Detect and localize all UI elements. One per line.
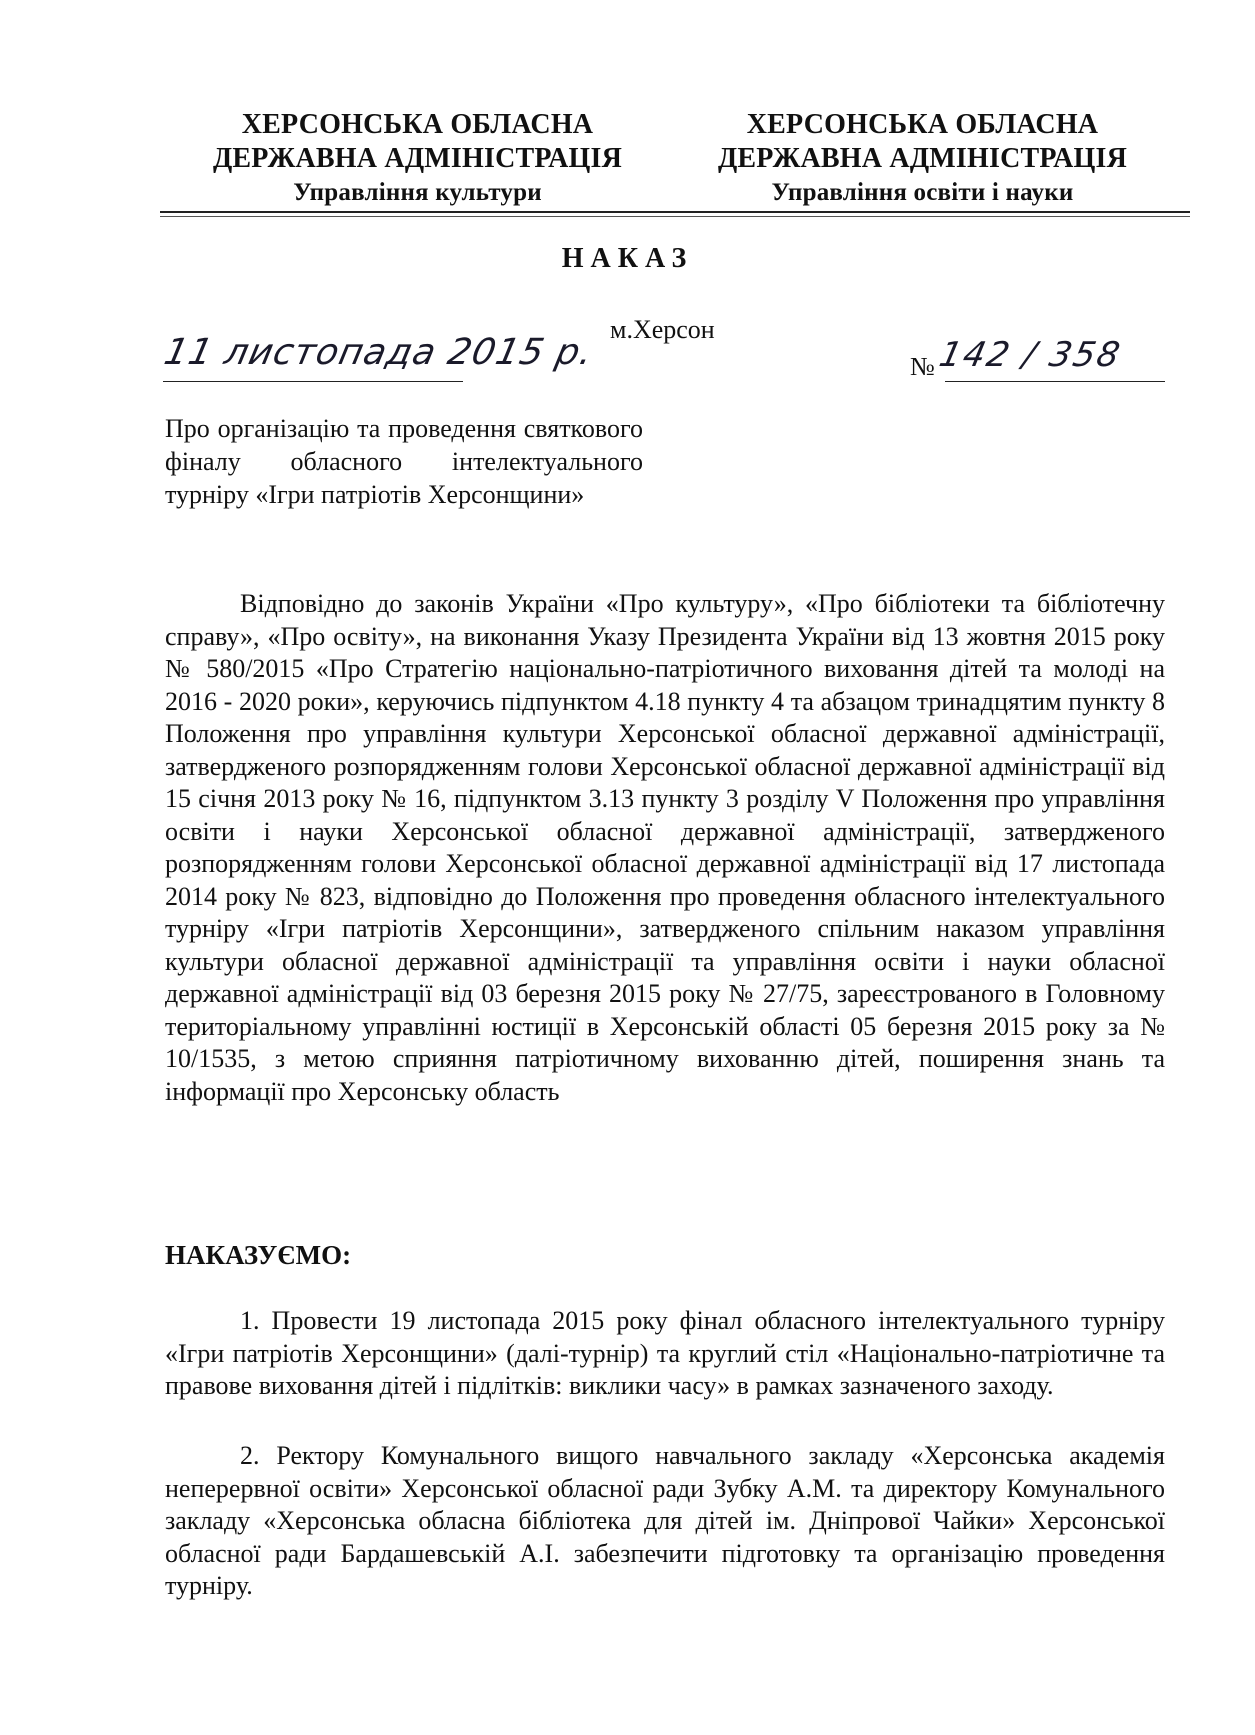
number-underline bbox=[945, 381, 1165, 382]
header-right-line1: ХЕРСОНСЬКА ОБЛАСНА bbox=[746, 109, 1099, 140]
city: м.Херсон bbox=[610, 315, 715, 344]
date-underline bbox=[163, 381, 463, 382]
order-title: НАКАЗ bbox=[561, 243, 694, 274]
date-handwritten: 11 листопада 2015 р. bbox=[160, 332, 598, 373]
header-divider bbox=[160, 211, 1190, 213]
header-left bbox=[195, 108, 640, 210]
order-item-1: 1. Провести 19 листопада 2015 року фінал обласного інтелектуального турніру «Ігри патріотів Херсонщини» (далі-турнір) та круглий стіл «Національно-патріотичне та правове виховання дітей і підлітків: виклики часу» в рамках зазначеного заходу. bbox=[165, 1306, 1165, 1400]
header-divider-thin bbox=[160, 216, 1190, 217]
order-verb: НАКАЗУЄМО: bbox=[165, 1240, 352, 1270]
number-label: № bbox=[910, 352, 935, 381]
number-handwritten: 142 / 358 bbox=[935, 335, 1126, 375]
order-item-2: 2. Ректору Комунального вищого навчального закладу «Херсонська академія неперервної освіти» Херсонської обласної ради Зубку А.М. та директору Комунального закладу «Херсонська обласна бібліотека для дітей ім. Дніпрової Чайки» Херсонської обласної ради Бардашевській А.І. забезпечити підготовку та організацію проведення турніру. bbox=[165, 1441, 1165, 1600]
preamble-paragraph: Відповідно до законів України «Про культуру», «Про бібліотеки та бібліотечну справу», «Про освіту», на виконання Указу Президента України від 13 жовтня 2015 року № 580/2015 «Про Стратегію національно-патріотичного виховання дітей та молоді на 2016 - 2020 роки», керуючись підпунктом 4.18 пункту 4 та абзацом тринадцятим пункту 8 Положення про управління культури Херсонської обласної державної адміністрації, затвердженого розпорядженням голови Херсонської обласної державної адміністрації від 15 січня 2013 року № 16, підпунктом 3.13 пункту 3 розділу V Положення про управління освіти і науки Херсонської обласної державної адміністрації, затвердженого розпорядженням голови Херсонської обласної державної адміністрації від 17 листопада 2014 року № 823, відповідно до Положення про проведення обласного інтелектуального турніру «Ігри патріотів Херсонщини», затвердженого спільним наказом управління культури обласної державної адміністрації та управління освіти і науки обласної державної адміністрації від 03 березня 2015 року № 27/75, зареєстрованого в Головному територіальному управлінні юстиції в Херсонській області 05 березня 2015 року за № 10/1535, з метою сприяння патріотичному вихованню дітей, поширення знань та інформації про Херсонську область bbox=[165, 589, 1165, 1106]
header-right-dept: Управління освіти і науки bbox=[771, 179, 1074, 206]
header-left-line2: ДЕРЖАВНА АДМІНІСТРАЦІЯ bbox=[212, 143, 623, 174]
header-right-line2: ДЕРЖАВНА АДМІНІСТРАЦІЯ bbox=[717, 143, 1128, 174]
order-subject: Про організацію та проведення святкового фіналу обласного інтелектуального турніру «Ігри патріотів Херсонщини» bbox=[165, 414, 643, 509]
header-right bbox=[700, 108, 1145, 210]
header-left-line1: ХЕРСОНСЬКА ОБЛАСНА bbox=[241, 109, 594, 140]
header-left-dept: Управління культури bbox=[293, 179, 542, 206]
